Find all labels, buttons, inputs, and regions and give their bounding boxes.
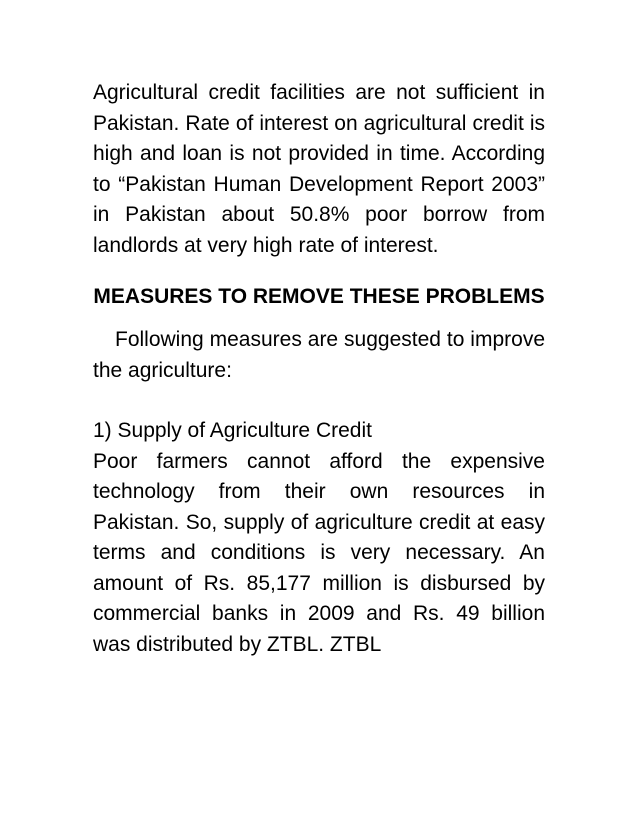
paragraph-measures-intro: Following measures are suggested to improve the agriculture: [93,328,545,382]
paragraph-credit-supply: Poor farmers cannot afford the expensive technology from their own resources in Pakistan. So, supply of agriculture credit at easy terms and conditions is very necessary. An amount of Rs. 85,177 million is disbursed by commercial banks in 2009 and Rs. 49 billion was distributed by ZTBL. ZTBL [93,449,545,656]
section-heading: MEASURES TO REMOVE THESE PROBLEMS [93,285,545,308]
subsection-heading-credit-supply: 1) Supply of Agriculture Credit [93,419,372,442]
document-page [93,78,545,660]
paragraph-credit-facilities: Agricultural credit facilities are not sufficient in Pakistan. Rate of interest on agricultural credit is high and loan is not provided in time. According to “Pakistan Human Development Report 2003” in Pakistan about 50.8% poor borrow from landlords at very high rate of interest. [93,81,545,257]
